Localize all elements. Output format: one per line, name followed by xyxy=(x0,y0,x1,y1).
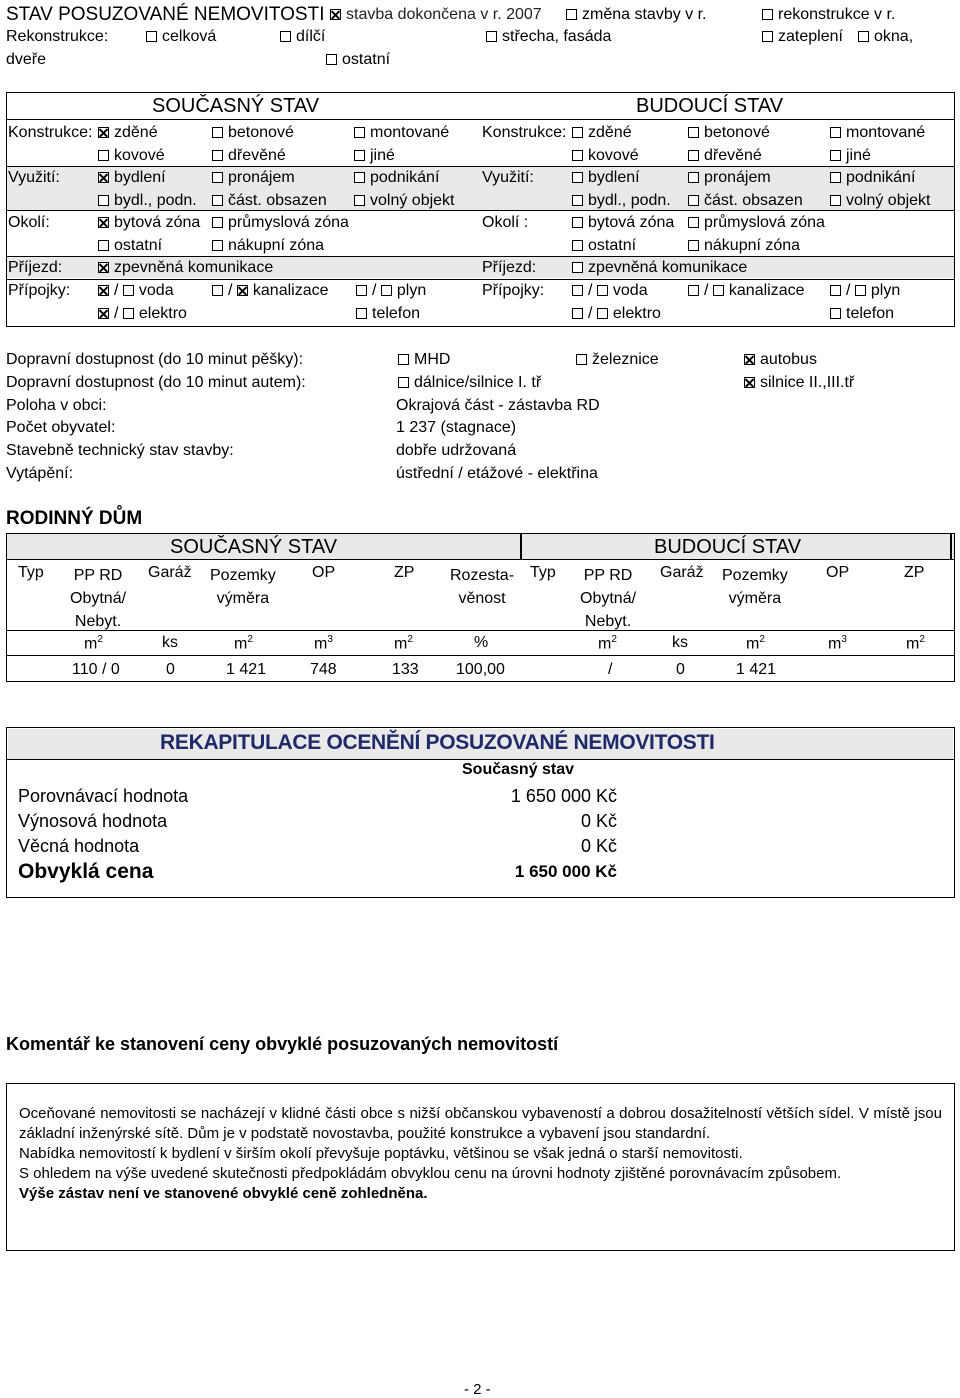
current-state-header: SOUČASNÝ STAV xyxy=(152,95,320,117)
checked-box-icon xyxy=(98,308,109,319)
checkbox-icon xyxy=(713,285,724,296)
checkbox-icon xyxy=(354,172,365,183)
pocet-label: Počet obyvatel: xyxy=(6,419,116,436)
cur-rozest-value: 100,00 xyxy=(456,661,505,678)
checkbox-icon xyxy=(98,240,109,251)
unit-m2: $m^2$ xyxy=(906,634,925,653)
cur-plyn: / plyn xyxy=(356,282,426,300)
check-zatepleni: zateplení xyxy=(762,28,843,46)
checkbox-icon xyxy=(212,127,223,138)
fut-kanalizace: / kanalizace xyxy=(688,282,805,300)
comment-paragraph: Nabídka nemovitostí k bydlení v širším okolí převyšuje poptávku, většinou se však jedná o starší nemovitosti. xyxy=(19,1145,743,1162)
fut-bydl-podn: bydl., podn. xyxy=(572,192,671,210)
unit-ks: ks xyxy=(162,634,178,651)
recap-col-header: Současný stav xyxy=(462,761,575,778)
fut-pozemky-value: 1 421 xyxy=(736,661,777,678)
cur-pprd-value: 110 / 0 xyxy=(72,661,120,678)
check-okna: okna, xyxy=(858,28,913,46)
cur-zp-value: 133 xyxy=(392,661,419,678)
okoli-label: Okolí : xyxy=(482,214,529,231)
checked-box-icon xyxy=(98,217,109,228)
check-dalnice: dálnice/silnice I. tř xyxy=(398,374,541,392)
future-state-header: BUDOUCÍ STAV xyxy=(636,95,784,117)
check-stavba-dokoncena: stavba dokončena v r. 2007 xyxy=(330,6,542,24)
fut-voda: / voda xyxy=(572,282,648,300)
check-ostatni: ostatní xyxy=(326,51,390,69)
checkbox-icon xyxy=(576,354,587,365)
unit-m3: $m^3$ xyxy=(314,634,333,653)
cur-bytova-zona: bytová zóna xyxy=(98,214,200,232)
prijezd-label: Příjezd: xyxy=(8,259,63,276)
fut-zdene: zděné xyxy=(572,124,632,142)
checked-box-icon xyxy=(98,172,109,183)
checkbox-icon xyxy=(398,354,409,365)
cur-bydleni: bydlení xyxy=(98,169,166,187)
pripojky-label: Přípojky: xyxy=(8,282,71,299)
comment-paragraph: Oceňované nemovitosti se nacházejí v klidné části obce s nižší občanskou vybaveností a dobrou dosažitelností větších sídel. V místě jsou základní inženýrské sítě. Dům je v podstatě novostavba, použité konstrukce a vybavení jsou standardní. xyxy=(19,1105,942,1142)
recap-title: REKAPITULACE OCENĚNÍ POSUZOVANÉ NEMOVITOSTI xyxy=(160,731,715,754)
check-zeleznice: železnice xyxy=(576,351,659,369)
checkbox-icon xyxy=(688,172,699,183)
col-pprd: PP RD Obytná/ Nebyt. xyxy=(580,567,637,630)
col-zp: ZP xyxy=(394,564,415,581)
page-number: - 2 - xyxy=(464,1381,491,1398)
checked-box-icon xyxy=(744,354,755,365)
fut-garaz-value: 0 xyxy=(676,661,685,678)
checkbox-icon xyxy=(572,195,583,206)
fut-nakupni-zona: nákupní zóna xyxy=(688,237,800,255)
fut-prumyslova-zona: průmyslová zóna xyxy=(688,214,825,232)
cur-betonove: betonové xyxy=(212,124,294,142)
checkbox-icon xyxy=(572,217,583,228)
fut-cast-obsazen: část. obsazen xyxy=(688,192,803,210)
poloha-label: Poloha v obci: xyxy=(6,397,107,414)
konstrukce-label: Konstrukce: xyxy=(8,124,93,141)
cur-garaz-value: 0 xyxy=(166,661,175,678)
fut-telefon: telefon xyxy=(830,305,894,323)
checkbox-icon xyxy=(830,127,841,138)
cur-zpevnena: zpevněná komunikace xyxy=(98,259,273,277)
checkbox-icon xyxy=(597,308,608,319)
autem-label: Dopravní dostupnost (do 10 minut autem): xyxy=(6,374,306,391)
checkbox-icon xyxy=(354,195,365,206)
recap-row-label: Výnosová hodnota xyxy=(18,811,168,831)
col-zp: ZP xyxy=(904,564,925,581)
checkbox-icon xyxy=(688,240,699,251)
comment-title: Komentář ke stanovení ceny obvyklé posuzovaných nemovitostí xyxy=(6,1034,559,1054)
checkbox-icon xyxy=(212,172,223,183)
checkbox-icon xyxy=(356,308,367,319)
col-pozemky: Pozemky výměra xyxy=(722,567,788,607)
checkbox-icon xyxy=(354,150,365,161)
checked-box-icon xyxy=(237,285,248,296)
cur-bydl-podn: bydl., podn. xyxy=(98,192,197,210)
checkbox-icon xyxy=(688,285,699,296)
cur-voda: / voda xyxy=(98,282,174,300)
checkbox-icon xyxy=(830,172,841,183)
pripojky-label: Přípojky: xyxy=(482,282,545,299)
checkbox-icon xyxy=(830,308,841,319)
recap-row-label: Porovnávací hodnota xyxy=(18,786,189,806)
cur-montovane: montované xyxy=(354,124,449,142)
rd-title: RODINNÝ DŮM xyxy=(6,508,143,529)
vyuziti-label: Využití: xyxy=(482,169,534,186)
fut-pprd-value: / xyxy=(608,661,613,678)
unit-m2: $m^2$ xyxy=(84,634,103,653)
check-dilci: dílčí xyxy=(280,28,325,46)
comment-paragraph-bold: Výše zástav není ve stanovené obvyklé ceně zohledněna. xyxy=(19,1185,428,1202)
fut-bytova-zona: bytová zóna xyxy=(572,214,674,232)
fut-kovove: kovové xyxy=(572,147,639,165)
checkbox-icon xyxy=(212,285,223,296)
unit-m2: $m^2$ xyxy=(234,634,253,653)
comment-paragraph: S ohledem na výše uvedené skutečnosti předpokládám obvyklou cenu na úrovni hodnoty zjištěné porovnávacím způsobem. xyxy=(19,1165,842,1182)
checkbox-icon xyxy=(688,150,699,161)
checkbox-icon xyxy=(572,172,583,183)
checkbox-icon xyxy=(688,217,699,228)
checkbox-icon xyxy=(566,9,577,20)
vytapeni-label: Vytápění: xyxy=(6,465,74,482)
col-op: OP xyxy=(826,564,850,581)
cur-cast-obsazen: část. obsazen xyxy=(212,192,327,210)
cur-volny-objekt: volný objekt xyxy=(354,192,455,210)
poloha-value: Okrajová část - zástavba RD xyxy=(396,397,600,414)
checkbox-icon xyxy=(212,150,223,161)
cur-telefon: telefon xyxy=(356,305,420,323)
checkbox-icon xyxy=(146,31,157,42)
checkbox-icon xyxy=(98,150,109,161)
recap-row-value: 0 Kč xyxy=(580,811,617,831)
cur-zdene: zděné xyxy=(98,124,158,142)
checkbox-icon xyxy=(597,285,608,296)
checkbox-icon xyxy=(830,195,841,206)
fut-zpevnena: zpevněná komunikace xyxy=(572,259,747,277)
col-pprd: PP RD Obytná/ Nebyt. xyxy=(70,567,127,630)
konstrukce-label: Konstrukce: xyxy=(482,124,567,141)
checkbox-icon xyxy=(688,127,699,138)
col-op: OP xyxy=(312,564,336,581)
cur-prumyslova-zona: průmyslová zóna xyxy=(212,214,349,232)
unit-ks: ks xyxy=(672,634,688,651)
fut-elektro: / elektro xyxy=(572,305,661,323)
fut-jine: jiné xyxy=(830,147,871,165)
okoli-label: Okolí: xyxy=(8,214,50,231)
checked-box-icon xyxy=(330,9,341,20)
cur-pronajem: pronájem xyxy=(212,169,295,187)
checkbox-icon xyxy=(356,285,367,296)
recap-row-label: Věcná hodnota xyxy=(18,836,140,856)
checkbox-icon xyxy=(572,308,583,319)
cur-elektro: / elektro xyxy=(98,305,187,323)
checkbox-icon xyxy=(354,127,365,138)
checkbox-icon xyxy=(398,377,409,388)
fut-podnikani: podnikání xyxy=(830,169,915,187)
cur-op-value: 748 xyxy=(310,661,337,678)
recap-row-label: Obvyklá cena xyxy=(18,860,154,883)
fut-plyn: / plyn xyxy=(830,282,900,300)
recap-row-value: 1 650 000 Kč xyxy=(514,862,617,881)
cur-pozemky-value: 1 421 xyxy=(226,661,267,678)
checkbox-icon xyxy=(212,195,223,206)
cur-nakupni-zona: nákupní zóna xyxy=(212,237,324,255)
cur-ostatni: ostatní xyxy=(98,237,162,255)
checkbox-icon xyxy=(855,285,866,296)
checked-box-icon xyxy=(744,377,755,388)
checkbox-icon xyxy=(688,195,699,206)
checkbox-icon xyxy=(762,31,773,42)
checked-box-icon xyxy=(98,127,109,138)
checkbox-icon xyxy=(830,285,841,296)
fut-betonove: betonové xyxy=(688,124,770,142)
vytapeni-value: ústřední / etážové - elektřina xyxy=(396,465,598,482)
checkbox-icon xyxy=(572,285,583,296)
section-title: STAV POSUZOVANÉ NEMOVITOSTI xyxy=(6,4,325,25)
stav-value: dobře udržovaná xyxy=(396,442,517,459)
checkbox-icon xyxy=(572,127,583,138)
col-rozestavenost: Rozesta- věnost xyxy=(450,567,515,607)
cur-podnikani: podnikání xyxy=(354,169,439,187)
checkbox-icon xyxy=(212,217,223,228)
checkbox-icon xyxy=(123,285,134,296)
rd-future-header: BUDOUCÍ STAV xyxy=(654,536,802,558)
check-silnice: silnice II.,III.tř xyxy=(744,374,854,392)
col-garaz: Garáž xyxy=(660,564,704,581)
check-zmena-stavby: změna stavby v r. xyxy=(566,6,707,24)
col-garaz: Garáž xyxy=(148,564,192,581)
vyuziti-label: Využití: xyxy=(8,169,60,186)
dvere-label: dveře xyxy=(6,51,47,68)
comment-box xyxy=(6,1083,955,1251)
col-typ: Typ xyxy=(530,564,556,581)
checkbox-icon xyxy=(486,31,497,42)
fut-volny-objekt: volný objekt xyxy=(830,192,931,210)
recap-row-value: 0 Kč xyxy=(580,836,617,856)
unit-m2: $m^2$ xyxy=(394,634,413,653)
stav-label: Stavebně technický stav stavby: xyxy=(6,442,234,459)
prijezd-label: Příjezd: xyxy=(482,259,537,276)
unit-pct: % xyxy=(474,634,489,651)
checkbox-icon xyxy=(572,150,583,161)
cur-kanalizace: / kanalizace xyxy=(212,282,329,300)
checkbox-icon xyxy=(572,262,583,273)
checkbox-icon xyxy=(572,240,583,251)
checkbox-icon xyxy=(762,9,773,20)
fut-bydleni: bydlení xyxy=(572,169,640,187)
checkbox-icon xyxy=(280,31,291,42)
recap-row-value: 1 650 000 Kč xyxy=(510,786,617,806)
col-pozemky: Pozemky výměra xyxy=(210,567,276,607)
checkbox-icon xyxy=(123,308,134,319)
checked-box-icon xyxy=(98,262,109,273)
pocet-value: 1 237 (stagnace) xyxy=(396,419,517,436)
rekonstrukce-label: Rekonstrukce: xyxy=(6,28,109,45)
rd-current-header: SOUČASNÝ STAV xyxy=(170,536,338,558)
check-strecha: střecha, fasáda xyxy=(486,28,611,46)
checkbox-icon xyxy=(326,54,337,65)
fut-montovane: montované xyxy=(830,124,925,142)
checkbox-icon xyxy=(212,240,223,251)
checkbox-icon xyxy=(381,285,392,296)
fut-drevene: dřevěné xyxy=(688,147,762,165)
checkbox-icon xyxy=(858,31,869,42)
check-rekonstrukce-v-r: rekonstrukce v r. xyxy=(762,6,895,24)
cur-kovove: kovové xyxy=(98,147,165,165)
col-typ: Typ xyxy=(18,564,44,581)
unit-m2: $m^2$ xyxy=(598,634,617,653)
cur-drevene: dřevěné xyxy=(212,147,286,165)
unit-m3: $m^3$ xyxy=(828,634,847,653)
check-celkova: celková xyxy=(146,28,216,46)
fut-ostatni: ostatní xyxy=(572,237,636,255)
unit-m2: $m^2$ xyxy=(746,634,765,653)
checkbox-icon xyxy=(830,150,841,161)
check-mhd: MHD xyxy=(398,351,450,369)
cur-jine: jiné xyxy=(354,147,395,165)
checked-box-icon xyxy=(98,285,109,296)
checkbox-icon xyxy=(98,195,109,206)
pesky-label: Dopravní dostupnost (do 10 minut pěšky): xyxy=(6,351,304,368)
fut-pronajem: pronájem xyxy=(688,169,771,187)
check-autobus: autobus xyxy=(744,351,817,369)
